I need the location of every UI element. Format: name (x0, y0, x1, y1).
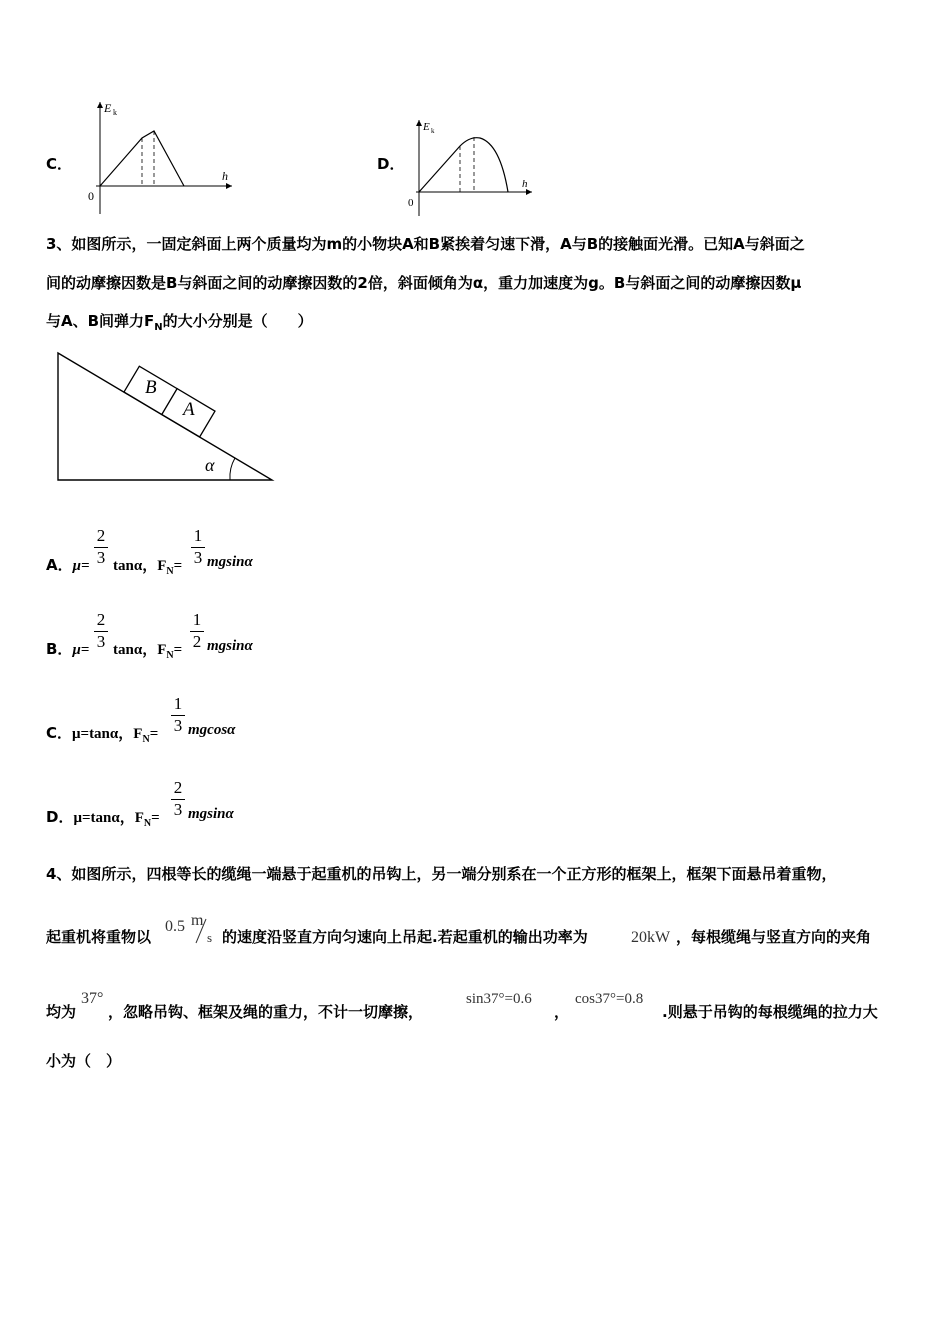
q3-option-c-tail: mgcosα (188, 722, 236, 738)
q4-power: 20kW (631, 929, 671, 946)
q4-speed-unit-bottom: s (207, 930, 213, 945)
q4-cos-expr: cos37°=0.8 (575, 991, 644, 1007)
q3-option-d[interactable]: D．μ=tanα，$F_N=$ (46, 808, 160, 829)
q3-option-b-frac1: 2 3 (94, 611, 108, 651)
q4-line-2a: 起重机将重物以 (46, 928, 152, 946)
q4-angle: 37° (81, 990, 104, 1007)
angle-label: α (205, 455, 215, 475)
q3-option-d-frac: 2 3 (171, 779, 185, 819)
q3-option-d-tail: mgsinα (188, 806, 234, 822)
q4-line-3c: .则悬于吊钩的每根缆绳的拉力大 (662, 1003, 878, 1021)
axis-y-label: E (104, 101, 112, 115)
q4-speed-unit-top: m (191, 912, 204, 929)
origin-label: 0 (88, 189, 94, 203)
option-d-label: D． (377, 155, 405, 173)
q4-sin-expr: sin37°=0.6 (466, 991, 532, 1007)
q3-option-b-tail: mgsinα (207, 638, 253, 654)
q3-option-c[interactable]: C．μ=tanα，$F_N=$ (46, 724, 159, 745)
q3-option-c-frac: 1 3 (171, 695, 185, 735)
q4-line-4: 小为（ ） (46, 1052, 122, 1070)
q4-speed-value: 0.5 (165, 918, 185, 935)
incline-figure (50, 345, 280, 487)
q3-option-b[interactable]: B．μ= (46, 640, 90, 658)
axis-x-label: h (222, 169, 228, 183)
q3-option-a-frac1: 2 3 (94, 527, 108, 567)
option-d-graph (404, 116, 539, 220)
q3-option-a[interactable]: A．μ= (46, 556, 90, 574)
q3-option-b-frac2: 1 2 (190, 611, 204, 651)
q4-line-2c: ，每根缆绳与竖直方向的夹角 (676, 928, 872, 946)
q4-line-3a: 均为 (46, 1003, 77, 1021)
q3-option-b-mid: tanα，$F_N=$ (113, 642, 183, 661)
q4-line-2b: 的速度沿竖直方向匀速向上吊起.若起重机的输出功率为 (222, 928, 588, 946)
q3-option-a-frac2: 1 3 (191, 527, 205, 567)
option-c-label: C． (46, 155, 73, 173)
angle-arc (230, 458, 235, 480)
axis-y-sub: k (431, 127, 435, 135)
q3-option-a-mid: tanα，$F_N=$ (113, 558, 183, 577)
q4-speed-slash (194, 918, 208, 944)
q4-line-3b: ，忽略吊钩、框架及绳的重力，不计一切摩擦， (108, 1003, 424, 1021)
origin-label: 0 (408, 197, 414, 209)
axis-y-label: E (423, 121, 430, 133)
q3-line-2: 间的动摩擦因数是B与斜面之间的动摩擦因数的2倍，斜面倾角为α，重力加速度为g。B与斜面之间的动摩擦因数μ (46, 274, 802, 292)
axis-x-label: h (522, 178, 528, 190)
q3-line-1: 3、如图所示，一固定斜面上两个质量均为m的小物块A和B紧挨着匀速下滑，A与B的接触面光滑。已知A与斜面之 (46, 235, 805, 253)
option-c-graph (82, 96, 242, 218)
block-a-label: A (183, 399, 195, 420)
block-b-label: B (145, 377, 157, 398)
ek-curve (419, 138, 508, 192)
q3-line-3: 与A、B间弹力$F_N$的大小分别是（ ） (46, 312, 313, 333)
q3-option-a-tail: mgsinα (207, 554, 253, 570)
q4-comma: ， (554, 1003, 570, 1021)
axis-y-sub: k (113, 108, 117, 117)
q4-line-1: 4、如图所示，四根等长的缆绳一端悬于起重机的吊钩上，另一端分别系在一个正方形的框架上，框架下面悬吊着重物， (46, 865, 837, 883)
